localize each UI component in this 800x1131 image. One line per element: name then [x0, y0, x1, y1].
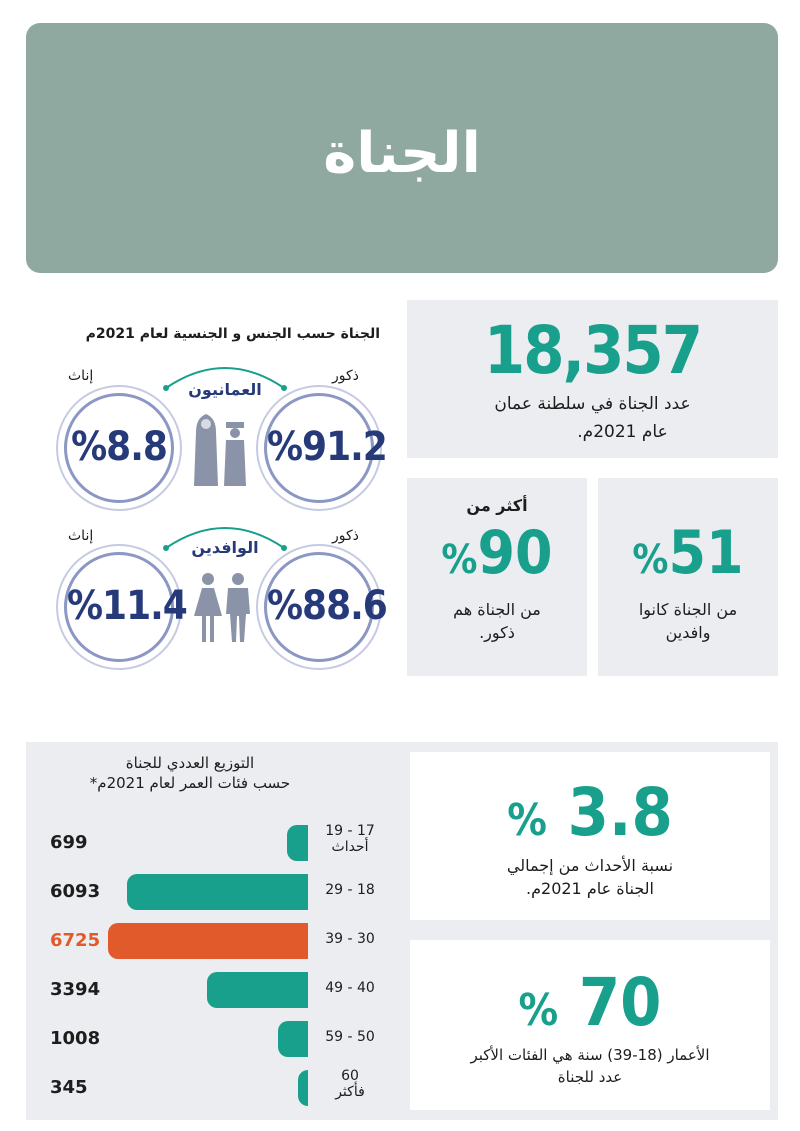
age-bar — [287, 825, 308, 861]
omani-male-label: ذكور — [332, 368, 359, 384]
age-category-range: 17 - 19 — [325, 823, 375, 839]
age-category-label — [320, 823, 380, 855]
chart-title-1: التوزيع العددي للجناة — [125, 754, 255, 772]
expat-female-label: إناث — [68, 528, 94, 544]
male-share-prefix: أكثر من — [466, 496, 528, 515]
age-bar — [298, 1070, 308, 1106]
juvenile-share-value — [410, 774, 770, 851]
age-bar-value: 3394 — [50, 979, 101, 1000]
percent-sign: % — [632, 537, 669, 583]
age-category-range: 18 - 29 — [325, 882, 375, 898]
age-category-range: 60 — [341, 1068, 359, 1084]
male-share-card — [407, 478, 587, 676]
page-title: الجناة — [323, 121, 481, 186]
percent-sign: % — [507, 795, 547, 846]
juvenile-share-card — [410, 752, 770, 920]
omani-female-circle — [64, 393, 174, 503]
gender-section-title: الجناة حسب الجنس و الجنسية لعام 2021م — [85, 326, 380, 342]
expat-male-pct: %88.6 — [267, 583, 387, 629]
age-category-label — [320, 1068, 380, 1100]
age-category-range: 40 - 49 — [325, 980, 375, 996]
male-share-line-2: ذكور. — [479, 623, 515, 642]
age-bar-value: 6093 — [50, 881, 101, 902]
expat-male-circle — [264, 552, 387, 662]
age-category-label — [320, 931, 380, 947]
age-bar — [127, 874, 308, 910]
juvenile-share-line-2: الجناة عام 2021م. — [526, 879, 654, 898]
age-bar — [207, 972, 308, 1008]
header-banner — [26, 23, 778, 273]
age-major-card — [410, 940, 770, 1110]
juvenile-share-number: 3.8 — [567, 774, 673, 851]
age-category-note: أحداث — [331, 839, 369, 855]
total-offenders-desc-1: عدد الجناة في سلطنة عمان — [494, 394, 691, 414]
total-offenders-card — [407, 300, 778, 458]
age-bar-value: 6725 — [50, 930, 101, 951]
age-major-line-1: الأعمار (18-39) سنة هي الفئات الأكبر — [470, 1046, 710, 1064]
omani-female-label: إناث — [68, 368, 94, 384]
expat-share-number: 51 — [668, 518, 744, 588]
age-bar-value: 1008 — [50, 1028, 101, 1049]
juvenile-share-line-1: نسبة الأحداث من إجمالي — [506, 856, 674, 875]
age-category-note: فأكثر — [335, 1084, 365, 1100]
omani-label: العمانيون — [188, 380, 262, 399]
age-category-label — [320, 882, 380, 898]
expat-female-pct: %11.4 — [67, 583, 187, 629]
expat-male-label: ذكور — [332, 528, 359, 544]
percent-sign: % — [518, 985, 559, 1036]
age-category-label — [320, 980, 380, 996]
expat-share-line-1: من الجناة كانوا — [638, 600, 738, 619]
age-major-line-2: عدد للجناة — [557, 1068, 623, 1086]
expat-share-card — [598, 478, 778, 676]
expat-people-icon — [194, 572, 254, 644]
total-offenders-desc-2: عام 2021م. — [577, 422, 668, 442]
age-bar-value: 699 — [50, 832, 88, 853]
male-share-value — [407, 518, 587, 588]
male-share-line-1: من الجناة هم — [453, 600, 541, 619]
omani-female-pct: %8.8 — [71, 424, 167, 470]
expat-label: الوافدين — [191, 538, 259, 557]
age-major-value — [410, 964, 770, 1041]
age-category-label — [320, 1029, 380, 1045]
omani-male-pct: %91.2 — [267, 424, 387, 470]
age-bar — [278, 1021, 308, 1057]
age-bar — [108, 923, 308, 959]
expat-share-line-2: وافدين — [665, 623, 711, 642]
male-share-number: 90 — [477, 518, 553, 588]
age-category-range: 50 - 59 — [325, 1029, 375, 1045]
omani-people-icon — [192, 412, 254, 488]
expat-share-value — [598, 518, 778, 588]
total-offenders-value: 18,357 — [483, 312, 702, 389]
expat-female-circle — [64, 552, 187, 662]
chart-title-2: حسب فئات العمر لعام 2021م* — [89, 774, 291, 792]
age-major-number: 70 — [578, 964, 662, 1041]
age-bar-value: 345 — [50, 1077, 88, 1098]
omani-male-circle — [264, 393, 387, 503]
percent-sign: % — [441, 537, 478, 583]
age-category-range: 30 - 39 — [325, 931, 375, 947]
